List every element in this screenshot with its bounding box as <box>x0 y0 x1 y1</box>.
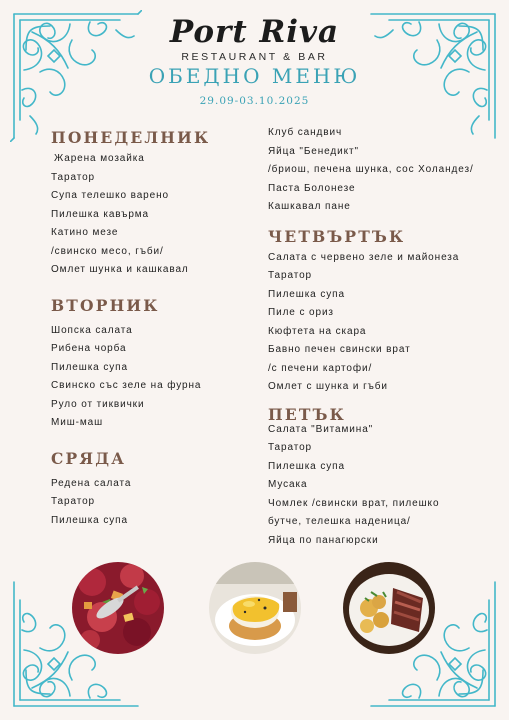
menu-item: Руло от тиквички <box>51 398 145 410</box>
menu-item: /свинско месо, гъби/ <box>51 245 164 257</box>
day-heading-thursday: ЧЕТВЪРТЪК <box>268 226 406 246</box>
day-heading-tuesday: ВТОРНИК <box>51 295 160 315</box>
steak-potatoes-photo <box>343 562 435 654</box>
menu-item: Кашкавал пане <box>268 201 351 212</box>
brand-name: Port Riva <box>169 14 340 50</box>
day-section-monday <box>51 128 261 280</box>
menu-item: Таратор <box>51 496 96 507</box>
menu-item: Рибена чорба <box>51 343 127 354</box>
menu-item: Омлет шунка и кашкавал <box>51 264 189 275</box>
eggs-benedict-photo <box>209 562 301 654</box>
menu-column-left <box>51 124 261 530</box>
brand-subtitle: RESTAURANT & BAR <box>181 51 328 63</box>
menu-item: Пилешка супа <box>268 460 345 472</box>
menu-item: /с печени картофи/ <box>268 362 373 374</box>
menu-item: Таратор <box>268 270 313 281</box>
brand-logo <box>0 14 509 63</box>
menu-item: Катино мезе <box>51 227 119 238</box>
menu-dates: 29.09-03.10.2025 <box>199 95 310 107</box>
day-section-wednesday-continued <box>268 124 498 217</box>
menu-item: Таратор <box>51 171 96 183</box>
day-section-thursday <box>268 227 498 397</box>
menu-item: Пиле с ориз <box>268 307 334 318</box>
day-section-friday <box>268 405 498 551</box>
menu-item: Паста Болонезе <box>268 182 356 194</box>
menu-item: /бриош, печена шунка, сос Холандез/ <box>268 164 474 175</box>
menu-item: Омлет с шунка и гъби <box>268 381 388 392</box>
menu-item: бутче, телешка наденица/ <box>268 516 411 527</box>
menu-item: Салата "Витамина" <box>268 423 374 435</box>
menu-item: Бавно печен свински врат <box>268 344 411 355</box>
menu-item: Мусака <box>268 479 308 490</box>
day-heading-monday: ПОНЕДЕЛНИК <box>51 128 211 147</box>
menu-item: Жарена мозайка <box>54 153 145 164</box>
day-heading-friday: ПЕТЪК <box>268 404 346 424</box>
menu-item: Пилешка кавърма <box>51 208 150 220</box>
menu-item: Свинско със зеле на фурна <box>51 380 202 391</box>
menu-title: ОБЕДНО МЕНЮ <box>148 64 361 88</box>
menu-item: Пилешка супа <box>268 288 345 300</box>
day-section-tuesday <box>51 296 261 433</box>
menu-item: Пилешка супа <box>51 514 128 526</box>
menu-column-right <box>268 124 498 550</box>
menu-item: Пилешка супа <box>51 361 128 373</box>
beet-salad-photo <box>72 562 164 654</box>
menu-item: Яйца "Бенедикт" <box>268 145 359 157</box>
day-section-wednesday <box>51 449 261 531</box>
menu-item: Клуб сандвич <box>268 127 343 138</box>
menu-item: Супа телешко варено <box>51 190 169 201</box>
day-heading-wednesday: СРЯДА <box>51 448 127 468</box>
menu-item: Яйца по панагюрски <box>268 534 379 546</box>
menu-item: Салата с червено зеле и майонеза <box>268 251 460 263</box>
menu-item: Редена салата <box>51 477 132 489</box>
menu-item: Миш-маш <box>51 417 104 428</box>
menu-item: Чомлек /свински врат, пилешко <box>268 497 440 509</box>
menu-item: Таратор <box>268 442 313 453</box>
menu-item: Кюфтета на скара <box>268 325 367 337</box>
menu-item: Шопска салата <box>51 324 133 336</box>
